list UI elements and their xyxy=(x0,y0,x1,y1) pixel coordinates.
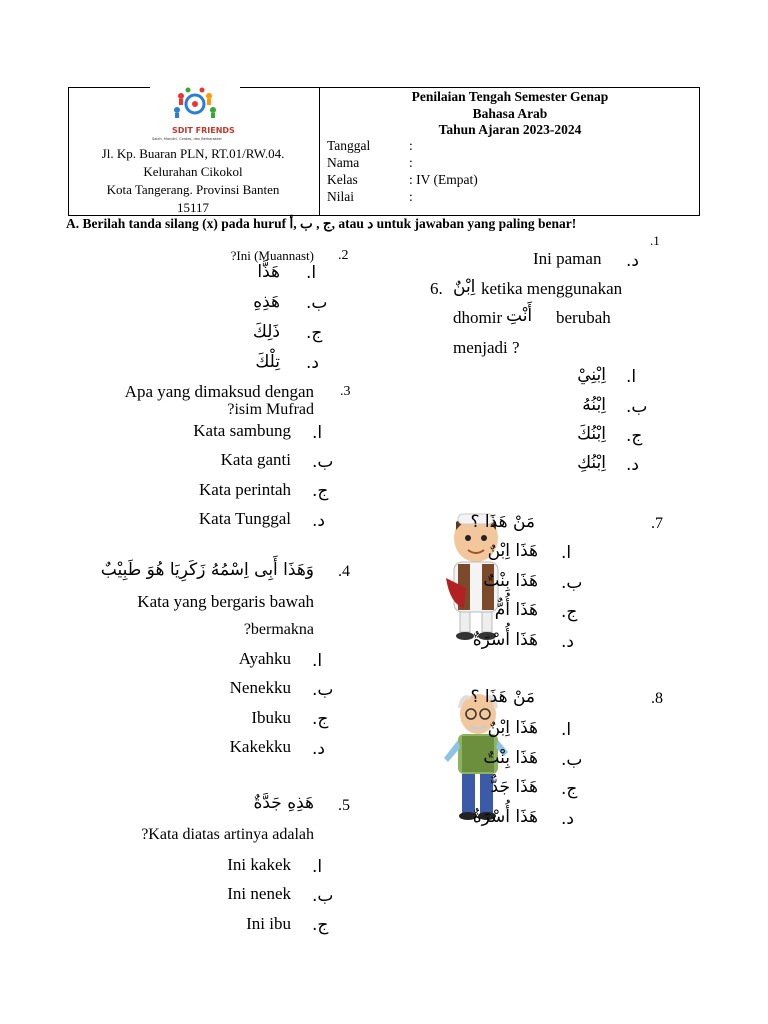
q4-option-letter: ب. xyxy=(312,680,334,700)
field-value-nama: : xyxy=(409,155,413,170)
q2-option-letter: د. xyxy=(306,353,319,373)
q2-option-text: تِلْكَ xyxy=(255,352,280,372)
q5-option-text: Ini nenek xyxy=(227,884,291,903)
field-value-tanggal: : xyxy=(409,138,413,153)
q3-option-text: Kata Tunggal xyxy=(198,509,291,528)
q8-option-text: هَذَا بِنْتٌ xyxy=(483,748,538,768)
q4-number: .4 xyxy=(338,563,350,580)
q4-option-letter: د. xyxy=(312,739,325,759)
q8-option-letter: ج. xyxy=(561,779,578,799)
q8-question: مَنْ هَذَا ؟ xyxy=(470,687,535,707)
q2-option-text: هَذَّا xyxy=(257,262,280,282)
q5-option-letter: ا. xyxy=(312,857,323,877)
logo-text: SDIT FRIENDS xyxy=(172,126,235,135)
q7-option-letter: ج. xyxy=(561,602,578,622)
q5-option-letter: ج. xyxy=(312,915,329,935)
q6-option-text: اِبْنِيْ xyxy=(577,365,606,385)
q3-question-line-1: Apa yang dimaksud dengan xyxy=(124,382,314,401)
q4-option-text: Kakekku xyxy=(229,737,291,756)
q7-option-text: هَذَا أُمٌّ xyxy=(494,600,538,620)
q7-option-letter: ب. xyxy=(561,573,583,593)
school-address-1: Jl. Kp. Buaran PLN, RT.01/RW.04. xyxy=(101,146,285,161)
q6-option-text: اِبْنُكِ xyxy=(577,453,606,473)
q5-question: ?Kata diatas artinya adalah xyxy=(141,826,314,843)
q4-option-letter: ا. xyxy=(312,651,323,671)
q7-option-text: هَذَا اِبْنٌ xyxy=(487,541,538,561)
q8-option-letter: ا. xyxy=(561,720,572,740)
q2-option-letter: ج. xyxy=(306,323,323,343)
q3-question-line-2: ?isim Mufrad xyxy=(227,401,314,418)
q3-option-text: Kata ganti xyxy=(220,450,291,469)
q7-option-text: هَذَا أُسْرَةٌ xyxy=(472,630,538,650)
q4-option-text: Nenekku xyxy=(229,678,291,697)
q6-line-2-b: berubah xyxy=(556,308,611,327)
q8-option-text: هَذَا اِبْنٌ xyxy=(487,718,538,738)
q4-option-text: Ibuku xyxy=(251,708,291,727)
q6-line-2-a: dhomir xyxy=(453,308,503,327)
exam-subject: Bahasa Arab xyxy=(472,106,548,121)
field-label-nilai: Nilai xyxy=(327,189,354,204)
school-logo-icon xyxy=(150,86,240,146)
q6-line-1: ketika menggunakan xyxy=(481,279,623,298)
q6-option-letter: ا. xyxy=(626,367,637,387)
q5-option-letter: د. xyxy=(626,251,639,271)
field-label-tanggal: Tanggal xyxy=(327,138,371,153)
q2-option-letter: ب. xyxy=(306,293,328,313)
q6-option-text: اِبْنُكَ xyxy=(577,424,606,444)
logo-tagline: Saleh, Mandiri, Cerdas, dan Berkarakter xyxy=(152,137,222,141)
q6-option-letter: ج. xyxy=(626,426,643,446)
q2-option-text: هَذِهِ xyxy=(253,292,280,312)
q8-option-letter: د. xyxy=(561,809,574,829)
q3-option-text: Kata perintah xyxy=(198,480,291,499)
q4-option-text: Ayahku xyxy=(238,649,291,668)
q2-question: ?Ini (Muannast) xyxy=(230,248,314,263)
q1-number: .1 xyxy=(650,233,660,248)
field-label-kelas: Kelas xyxy=(327,172,358,187)
q4-arabic: وَهَذَا أَبِى اِسْمُهُ زَكَرِيَا هُوَ طَبِيْبٌ xyxy=(100,560,314,580)
q7-option-letter: ا. xyxy=(561,543,572,563)
q4-question-line-1: Kata yang bergaris bawah xyxy=(137,592,314,611)
q8-option-text: هَذَا أُسْرَةٌ xyxy=(472,807,538,827)
q5-option-text: Ini kakek xyxy=(227,855,291,874)
q5-option-letter: ب. xyxy=(312,886,334,906)
q4-question-line-2: ?bermakna xyxy=(243,621,314,638)
q3-option-letter: ا. xyxy=(312,423,323,443)
q2-number: .2 xyxy=(338,248,349,263)
q2-option-text: ذَلِكَ xyxy=(252,322,280,342)
q3-option-text: Kata sambung xyxy=(193,421,291,440)
q7-option-letter: د. xyxy=(561,632,574,652)
q6-option-letter: ب. xyxy=(626,397,648,417)
exam-title: Penilaian Tengah Semester Genap xyxy=(411,89,609,104)
school-address-4: 15117 xyxy=(176,200,210,215)
q7-question: مَنْ هَذَا ؟ xyxy=(470,512,535,532)
q8-option-text: هَذَا جَدٌّ xyxy=(490,777,538,797)
q3-option-letter: د. xyxy=(312,511,325,531)
q5-option-text: Ini ibu xyxy=(246,914,291,933)
q8-option-letter: ب. xyxy=(561,750,583,770)
q6-arabic-word: اِبْنٌ xyxy=(453,277,476,297)
q4-option-letter: ج. xyxy=(312,709,329,729)
q6-option-letter: د. xyxy=(626,455,639,475)
q3-option-letter: ب. xyxy=(312,452,334,472)
q6-option-text: اِبْنُهُ xyxy=(582,395,606,415)
q3-number: .3 xyxy=(340,384,351,399)
q5-number: .5 xyxy=(338,797,350,814)
q5-option-text: Ini paman xyxy=(533,249,602,268)
field-label-nama: Nama xyxy=(327,155,360,170)
q5-arabic: هَذِهِ جَدَّةٌ xyxy=(253,793,314,813)
field-value-nilai: : xyxy=(409,189,413,204)
school-address-3: Kota Tangerang. Provinsi Banten xyxy=(106,182,280,197)
q6-arabic-dhomir: أَنْتِ xyxy=(506,306,533,326)
q8-number: .8 xyxy=(651,690,663,707)
q6-line-3: menjadi ? xyxy=(453,338,520,357)
q7-number: .7 xyxy=(651,515,663,532)
q6-number: 6. xyxy=(430,279,443,298)
q3-option-letter: ج. xyxy=(312,481,329,501)
school-address-2: Kelurahan Cikokol xyxy=(143,164,243,179)
q2-option-letter: ا. xyxy=(306,263,317,283)
instruction-text: A. Berilah tanda silang (x) pada huruf ج , ب ,أ, atau د untuk jawaban yang paling benar! xyxy=(66,216,577,231)
field-value-kelas: : IV (Empat) xyxy=(409,172,478,187)
exam-year: Tahun Ajaran 2023-2024 xyxy=(438,122,582,137)
q7-option-text: هَذَا بِنْتٌ xyxy=(483,571,538,591)
